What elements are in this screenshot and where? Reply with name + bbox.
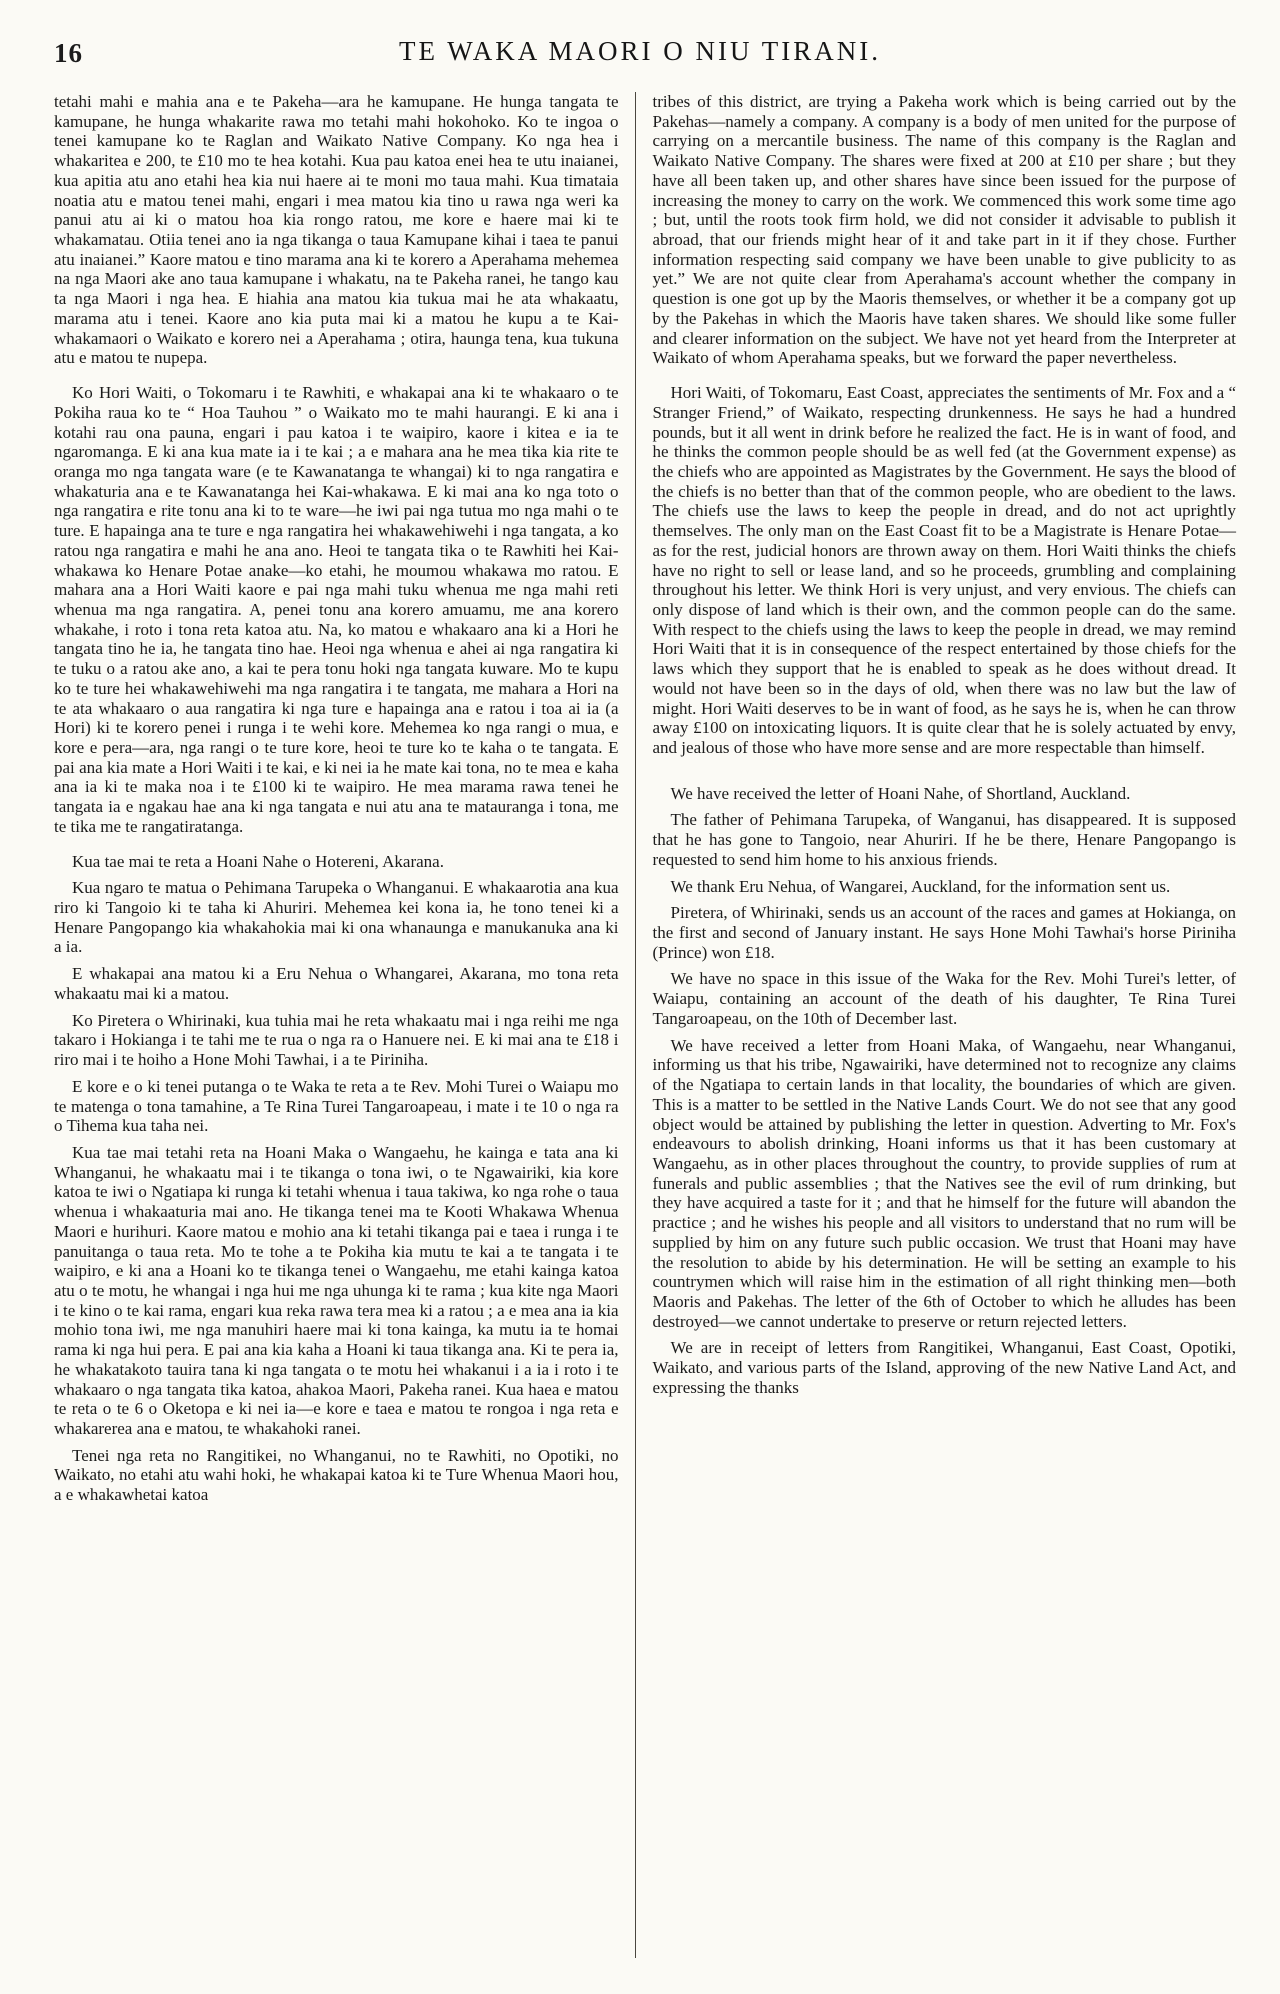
columns (0, 78, 1280, 1958)
page-number: 16 (54, 38, 83, 68)
paragraph: Kua tae mai tetahi reta na Hoani Maka o Wangaehu, he kainga e tata ana ki Whanganui, he whakaatu mai i te tikanga o tona iwi, o te Ngawairiki, kia kore katoa te iwi o Ngatiapa ki runga ki tetahi whenua i taua takiwa, ko nga rohe o taua whenua i whakaaturia mai ano. He tikanga tenei ma te Kooti Whakawa Whenua Maori e hurihuri. Kaore matou e mohio ana ki tetahi tikanga pai e taea i runga i te panuitanga o taua reta. Mo te tohe a te Pokiha kia mutu te kai a te tangata i te waipiro, e ki ana a Hoani ko te tikanga tenei o Wangaehu, me etahi kainga katoa atu o te motu, he whangai i nga hui me nga uhunga ki te rama ; kua kite nga Maori i te kino o te kai rama, engari kua reka rawa tera mea ki a ratou ; a e mea ana ia kia mohio tona iwi, me nga manuhiri haere mai ki tona kainga, ka mutu ia te homai rama ki nga hui pera. E pai ana kia kaha a Hoani ki taua tikanga ana. Ki te pera ia, he whakatakoto tauira tana ki nga tangata o te motu hei whakanui i a ia i roto i te whakaaro o nga tangata tika katoa, ahakoa Maori, Pakeha ranei. Kua haea e matou te reta o te 6 o Oketopa e ki nei ia—e kore e taea e matou te rongoa i nga reta e whakarerea ana e matou, te whakahoki ranei. (54, 1142, 619, 1438)
paragraph: tetahi mahi e mahia ana e te Pakeha—ara he kamupane. He hunga tangata te kamupane, he hunga whakarite rawa mo tetahi mahi hokohoko. Ko te ingoa o tenei kamupane ko te Raglan and Waikato Native Company. Ko nga hea i whakaritea e 200, te £10 mo te hea kotahi. Kua pau katoa enei hea te utu inaianei, kua apitia atu ano etahi hea kia nui haere ai te moni mo taua mahi. Kua timataia noatia atu e matou tenei mahi, engari i mea matou kia tino u rawa nga weri ka panui atu ai ki o matou hoa kia rongo ratou, me kore e haere mai ki te whakamatau. Otiia tenei ano ia nga tikanga o taua Kamupane kihai i taea te panui atu inaianei.” Kaore matou e tino marama ana ki te korero a Aperahama mehemea na nga Maori ake ano taua kamupane i whakatu, na te Pakeha ranei, he tango kau ta nga Maori i nga hea. E hiahia ana matou kia tukua mai he ata whakaatu, marama atu i tenei. Kaore ano kia puta mai ki a matou he kupu a te Kai-whakamaori o Waikato e korero nei a Aperahama ; otira, haunga tena, kua tukuna atu e matou te nupepa. (54, 92, 619, 368)
paragraph: Tenei nga reta no Rangitikei, no Whanganui, no te Rawhiti, no Opotiki, no Waikato, no etahi atu wahi hoki, he whakapai katoa ki te Ture Whenua Maori hou, a e whakawhetai katoa (54, 1445, 619, 1505)
paragraph: We have received the letter of Hoani Nahe, of Shortland, Auckland. (670, 783, 1131, 803)
paragraph: Ko Piretera o Whirinaki, kua tuhia mai he reta whakaatu mai i nga reihi me nga takaro i Hokianga i te tahi me te rua o nga ra o Hanuere nei. E ki mai ana te £18 i riro mai i te hoiho a Hone Mohi Tawhai, i a te Piriniha. (54, 1010, 619, 1070)
paragraph: Kua tae mai te reta a Hoani Nahe o Hotereni, Akarana. (72, 851, 444, 871)
paragraph: Kua ngaro te matua o Pehimana Tarupeka o Whanganui. E whakaarotia ana kua riro ki Tangoio ki te taha ki Ahuriri. Mehemea kei kona ia, he tono tenei ki a Henare Pangopango kia whakahokia mai ki ona whanaunga e manukanuka ana ki a ia. (54, 878, 619, 957)
page-header (0, 0, 1280, 78)
paragraph: We have no space in this issue of the Waka for the Rev. Mohi Turei's letter, of Waiapu, containing an account of the death of his daughter, Te Rina Turei Tangaroapeau, on the 10th of December last. (652, 969, 1236, 1028)
paragraph: E whakapai ana matou ki a Eru Nehua o Whangarei, Akarana, mo tona reta whakaatu mai ki a matou. (54, 964, 619, 1003)
paragraph: Hori Waiti, of Tokomaru, East Coast, appreciates the sentiments of Mr. Fox and a “ Stranger Friend,” of Waikato, respecting drunkenness. He says he had a hundred pounds, but it all went in drink before he realized the fact. He is in want of food, and he thinks the common people should be as well fed (at the Government expense) as the chiefs who are appointed as Magistrates by the Government. He says the blood of the chiefs is no better than that of the common people, who are obedient to the laws. The chiefs use the laws to keep the people in dread, and do not act uprightly themselves. The only man on the East Coast fit to be a Magistrate is Henare Potae—as for the rest, judicial honors are thrown away on them. Hori Waiti thinks the chiefs have no right to sell or lease land, and so he proceeds, grumbling and complaining throughout his letter. We think Hori is very unjust, and very envious. The chiefs can only dispose of land which is their own, and the common people can do the same. With respect to the chiefs using the laws to keep the people in dread, we may remind Hori Waiti that it is in consequence of the respect entertained by those chiefs for the laws which they support that he is enabled to speak as he does without dread. It would not have been so in the days of old, when there was no law but the law of might. Hori Waiti deserves to be in want of food, as he says he is, when he can throw away £100 on intoxicating liquors. It is quite clear that he is solely actuated by envy, and jealous of those who have more sense and are more respectable than himself. (652, 383, 1236, 757)
paragraph: E kore e o ki tenei putanga o te Waka te reta a te Rev. Mohi Turei o Waiapu mo te matenga o tona tamahine, a Te Rina Turei Tangaroapeau, i mate i te 10 o nga ra o Tihema kua taha nei. (54, 1076, 619, 1136)
paragraph: tribes of this district, are trying a Pakeha work which is being carried out by the Pakehas—namely a company. A company is a body of men united for the purpose of carrying on a mercantile business. The name of this company is the Raglan and Waikato Native Company. The shares were fixed at 200 at £10 per share ; but they have all been taken up, and other shares have since been issued for the purpose of increasing the money to carry on the work. We commenced this work some time ago ; but, until the roots took firm hold, we did not consider it advisable to publish it abroad, that our friends might hear of it and take part in it if they chose. Further information respecting said company we have been unable to give publicity to as yet.” We are not quite clear from Aperahama's account whether the company in question is one got up by the Maoris themselves, or whether it be a company got up by the Pakehas in which the Maoris have taken shares. We should like some fuller and clearer information on the subject. We have not yet heard from the Interpreter at Waikato of whom Aperahama speaks, but we forward the paper nevertheless. (652, 92, 1236, 368)
english-column (636, 92, 1236, 1958)
paragraph: We have received a letter from Hoani Maka, of Wangaehu, near Whanganui, informing us that his tribe, Ngawairiki, have determined not to recognize any claims of the Ngatiapa to certain lands in that locality, the boundaries of which are given. This is a matter to be settled in the Native Lands Court. We do not see that any good object would be attained by publishing the letter in question. Adverting to Mr. Fox's endeavours to abolish drinking, Hoani informs us that it has been customary at Wangaehu, as in other places throughout the country, to provide supplies of rum at funerals and public assemblies ; that the Natives see the evil of rum drinking, but they have acquired a taste for it ; and that he himself for the future will abandon the practice ; and he wishes his people and all visitors to understand that no rum will be supplied by him on any future such public occasion. We trust that Hoani may have the resolution to abide by his determination. He will be setting an example to his countrymen which will raise him in the estimation of all right thinking men—both Maoris and Pakehas. The letter of the 6th of October to which he alludes has been destroyed—we cannot undertake to preserve or return rejected letters. (652, 1035, 1236, 1331)
newspaper-title: TE WAKA MAORI O NIU TIRANI. (399, 36, 881, 66)
paragraph: We thank Eru Nehua, of Wangarei, Auckland, for the information sent us. (670, 876, 1171, 896)
paragraph: Ko Hori Waiti, o Tokomaru i te Rawhiti, e whakapai ana ki te whakaaro o te Pokiha raua ko te “ Hoa Tauhou ” o Waikato mo te mahi haurangi. E ki ana i kotahi rau ona pauna, engari i pau katoa i te waipiro, kaore i kitea e ia te ngaromanga. E ki ana kua mate ia i te kai ; a e mahara ana he mea tika kia rite te oranga mo nga tangata ware (e te Kawanatanga te whangai) ki to nga rangatira e whakaturia ana e te Kawanatanga hei Kai-whakawa. E ki mai ana ko nga toto o nga rangatira e rite tonu ana ki to te ware—he iwi pai nga tutua mo nga mahi o te ture. E hapainga ana te ture e nga rangatira hei whakawehiwehi i nga tangata, a ko ratou nga rangatira e mahi he ana ano. Heoi te tangata tika o te Rawhiti hei Kai-whakawa ko Henare Potae anake—ko etahi, he moumou whakawa mo ratou. E mahara ana a Hori Waiti kaore e pai nga mahi tuku whenua me nga mahi reti whenua ma nga rangatira. A, penei tonu ana korero amuamu, me ana korero whakahe, i roto i tona reta katoa atu. Na, ko matou e whakaaro ana ki a Hori he tangata tino he ia, he tangata tino hae. Heoi nga whenua e ahei ai nga rangatira ki te tuku o a ratou ake ano, a kai te pera tonu hoki nga tangata kuware. Mo te kupu ko te ture hei whakawehiwehi ma nga rangatira i te tangata, me mahara a Hori na te ata whakaaro o aua rangatira ki nga ture e hapainga ana e ratou i toa ai ia (a Hori) ki te korero penei i runga i te wehi kore. Mehemea ko nga rangi o mua, e kore e pera—ara, nga rangi o te ture kore, heoi te ture ko te kaha o te tangata. E pai ana kia mate a Hori Waiti i te kai, e ki nei ia he mate kai tona, no te mea e kaha ana ia ki te maka noa i te £100 ki te waipiro. He mea marama rawa tenei he tangata ia e ngakau hae ana ki nga tangata e nui atu ana te matauranga i tona, me te tika me te rangatiratanga. (54, 383, 619, 836)
paragraph: Piretera, of Whirinaki, sends us an account of the races and games at Hokianga, on the first and second of January instant. He says Hone Mohi Tawhai's horse Piriniha (Prince) won £18. (652, 903, 1236, 962)
paragraph: The father of Pehimana Tarupeka, of Wanganui, has disappeared. It is supposed that he has gone to Tangoio, near Ahuriri. If he be there, Henare Pangopango is requested to send him home to his anxious friends. (652, 810, 1236, 869)
paragraph: We are in receipt of letters from Rangitikei, Whanganui, East Coast, Opotiki, Waikato, and various parts of the Island, approving of the new Native Land Act, and expressing the thanks (652, 1338, 1236, 1397)
maori-column (54, 92, 635, 1958)
